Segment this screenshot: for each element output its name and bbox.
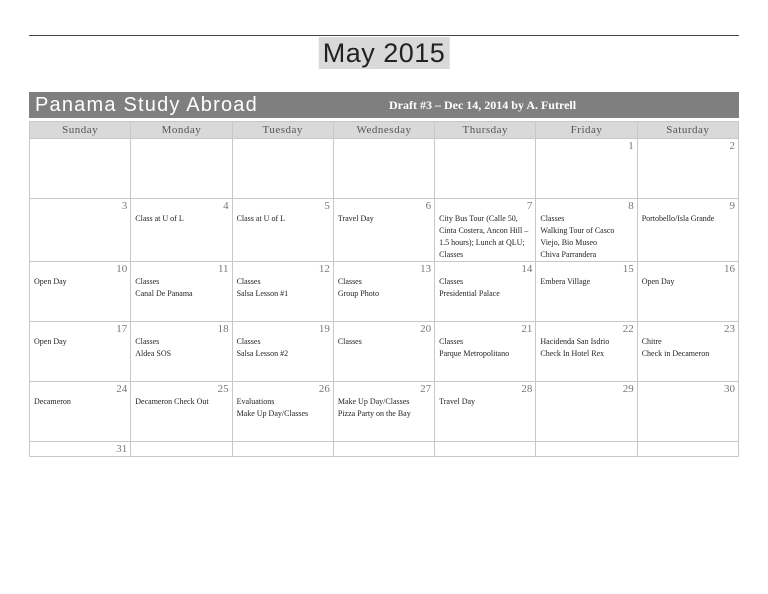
day-cell (435, 442, 536, 457)
event-text: Portobello/Isla Grande (641, 214, 715, 223)
week-row (30, 262, 739, 322)
day-cell-content (536, 262, 636, 321)
day-number: 31 (116, 443, 128, 455)
day-number: 24 (116, 383, 128, 395)
day-number: 27 (420, 383, 432, 395)
event-text: Aldea SOS (135, 349, 172, 358)
event-text: Classes (337, 337, 362, 346)
day-cell-content (638, 322, 738, 381)
banner (29, 92, 739, 118)
day-number (233, 139, 333, 153)
day-number (334, 139, 434, 153)
week-row (30, 139, 739, 199)
day-cell-content (233, 199, 333, 261)
day-cell-content (536, 382, 636, 441)
event-text: Classes (135, 277, 160, 286)
day-number: 18 (217, 323, 229, 335)
event-text: Classes (337, 277, 362, 286)
day-cell (30, 322, 131, 382)
day-cell-content (334, 139, 434, 198)
weekday-header: Friday (536, 122, 637, 139)
day-cell-content (536, 322, 636, 381)
day-cell (232, 382, 333, 442)
day-cell-content (30, 262, 130, 321)
event-text: Canal De Panama (135, 289, 193, 298)
weekday-header: Tuesday (232, 122, 333, 139)
week-row (30, 322, 739, 382)
day-cell (333, 262, 434, 322)
day-number (30, 139, 130, 153)
day-cell (30, 262, 131, 322)
day-number: 14 (521, 263, 533, 275)
day-cell-content (334, 199, 434, 261)
day-cell-content (638, 442, 738, 456)
day-number: 29 (622, 383, 634, 395)
day-cell (131, 262, 232, 322)
event-text: Presidential Palace (439, 289, 500, 298)
day-cell (131, 199, 232, 262)
event-text: Open Day (34, 337, 67, 346)
day-cell (131, 322, 232, 382)
day-number (435, 442, 535, 456)
day-cell (536, 199, 637, 262)
day-number (334, 442, 434, 456)
day-number (131, 442, 231, 456)
day-cell-content (638, 199, 738, 261)
day-cell (232, 139, 333, 199)
event-text: Group Photo (337, 289, 379, 298)
event-text: Class at U of L (236, 214, 285, 223)
day-cell (333, 442, 434, 457)
day-number: 1 (628, 140, 634, 152)
event-text: Classes (439, 337, 464, 346)
day-cell-content (638, 139, 738, 198)
day-cell (435, 199, 536, 262)
day-cell (30, 199, 131, 262)
day-number: 13 (420, 263, 432, 275)
day-cell-content (435, 322, 535, 381)
event-text: Make Up Day/Classes (337, 397, 410, 406)
day-cell-content (131, 262, 231, 321)
event-text: Evaluations (236, 397, 275, 406)
day-cell (435, 139, 536, 199)
day-cell-content (30, 322, 130, 381)
event-text: Class at U of L (135, 214, 184, 223)
event-text: Check In Hotel Rex (540, 349, 605, 358)
day-cell-content (233, 442, 333, 456)
day-cell (536, 139, 637, 199)
day-number (638, 442, 738, 456)
day-cell (232, 199, 333, 262)
banner-title: Panama Study Abroad (35, 94, 258, 116)
day-cell-content (334, 262, 434, 321)
day-cell (536, 262, 637, 322)
day-number: 8 (628, 200, 634, 212)
day-cell-content (233, 139, 333, 198)
day-cell-content (435, 442, 535, 456)
week-row (30, 442, 739, 457)
day-cell (637, 199, 738, 262)
day-number: 4 (223, 200, 229, 212)
event-text: Travel Day (439, 397, 476, 406)
day-number (233, 442, 333, 456)
week-row (30, 199, 739, 262)
day-cell (333, 199, 434, 262)
weekday-header: Monday (131, 122, 232, 139)
event-text: Chiva Parrandera (540, 250, 597, 259)
day-cell-content (233, 322, 333, 381)
day-cell (131, 139, 232, 199)
day-cell-content (30, 442, 130, 456)
day-number: 25 (217, 383, 229, 395)
event-text: Decameron (34, 397, 71, 406)
day-number: 12 (318, 263, 330, 275)
day-cell (637, 139, 738, 199)
event-text: Make Up Day/Classes (236, 409, 309, 418)
day-cell (637, 382, 738, 442)
day-number: 20 (420, 323, 432, 335)
day-number (435, 139, 535, 153)
weekday-header: Wednesday (333, 122, 434, 139)
day-cell-content (30, 382, 130, 441)
day-number: 22 (622, 323, 634, 335)
day-cell-content (131, 322, 231, 381)
day-cell (435, 262, 536, 322)
day-number (131, 139, 231, 153)
day-number (536, 442, 636, 456)
day-cell-content (334, 442, 434, 456)
event-text: Parque Metropolitano (439, 349, 510, 358)
weekday-header: Sunday (30, 122, 131, 139)
day-cell (536, 382, 637, 442)
day-number: 15 (622, 263, 634, 275)
day-cell (637, 442, 738, 457)
week-row (30, 382, 739, 442)
day-number: 7 (526, 200, 533, 212)
day-number: 9 (729, 200, 735, 212)
weekday-header-row (30, 122, 739, 139)
day-cell (232, 322, 333, 382)
day-cell-content (131, 199, 231, 261)
day-cell (30, 382, 131, 442)
day-cell-content (233, 262, 333, 321)
day-number: 6 (425, 200, 432, 212)
day-cell-content (536, 199, 636, 261)
event-text: Classes (236, 277, 261, 286)
day-cell-content (536, 139, 636, 198)
weekday-header: Thursday (435, 122, 536, 139)
event-text: Chitre (641, 337, 662, 346)
day-number: 5 (324, 200, 330, 212)
day-number: 23 (724, 323, 735, 335)
day-cell-content (131, 442, 231, 456)
event-text: Walking Tour of Casco Viejo, Bio Museo (540, 226, 615, 247)
month-title: May 2015 (319, 37, 450, 69)
event-text: Salsa Lesson #2 (236, 349, 289, 358)
day-number: 2 (729, 140, 735, 152)
day-cell-content (435, 262, 535, 321)
day-number: 28 (521, 383, 533, 395)
day-cell (333, 322, 434, 382)
day-number: 11 (217, 263, 229, 275)
event-text: Open Day (641, 277, 675, 286)
day-cell-content (638, 262, 738, 321)
day-cell (435, 382, 536, 442)
event-text: Classes (236, 337, 261, 346)
event-text: Classes (135, 337, 160, 346)
day-cell-content (30, 139, 130, 198)
day-number: 16 (724, 263, 735, 275)
day-cell-content (334, 322, 434, 381)
event-text: Check in Decameron (641, 349, 710, 358)
event-text: Classes (540, 214, 565, 223)
event-text: Open Day (34, 277, 67, 286)
day-cell (232, 442, 333, 457)
day-cell (30, 139, 131, 199)
day-cell-content (30, 199, 130, 261)
day-cell-content (435, 139, 535, 198)
day-cell-content (131, 139, 231, 198)
day-number: 17 (116, 323, 128, 335)
day-cell (333, 382, 434, 442)
day-cell-content (638, 382, 738, 441)
day-number: 19 (318, 323, 330, 335)
day-cell (131, 442, 232, 457)
event-text: Pizza Party on the Bay (337, 409, 411, 418)
day-cell-content (435, 199, 535, 261)
day-cell (232, 262, 333, 322)
event-text: Decameron Check Out (135, 397, 209, 406)
day-number: 3 (121, 200, 128, 212)
day-number: 10 (116, 263, 128, 275)
day-cell-content (131, 382, 231, 441)
day-cell (435, 322, 536, 382)
day-number: 21 (521, 323, 533, 335)
day-cell (637, 262, 738, 322)
day-number: 30 (724, 383, 735, 395)
day-cell (637, 322, 738, 382)
banner-subtitle: Draft #3 – Dec 14, 2014 by A. Futrell (389, 98, 577, 112)
day-cell-content (233, 382, 333, 441)
day-cell-content (435, 382, 535, 441)
event-text: Salsa Lesson #1 (236, 289, 289, 298)
event-text: Travel Day (337, 214, 374, 223)
day-number: 26 (318, 383, 330, 395)
calendar-body (30, 139, 739, 457)
day-cell-content (536, 442, 636, 456)
day-cell (333, 139, 434, 199)
day-cell-content (334, 382, 434, 441)
top-rule (29, 35, 739, 36)
day-cell (536, 322, 637, 382)
day-cell (536, 442, 637, 457)
day-cell (131, 382, 232, 442)
calendar-grid (29, 121, 739, 457)
event-text: City Bus Tour (Calle 50, Cinta Costera, Ancon Hill – 1.5 hours); Lunch at QLU; Classes (439, 214, 529, 259)
event-text: Hacidenda San Isdrio (540, 337, 610, 346)
event-text: Embera Village (540, 277, 591, 286)
event-text: Classes (439, 277, 464, 286)
weekday-header: Saturday (637, 122, 738, 139)
day-cell (30, 442, 131, 457)
